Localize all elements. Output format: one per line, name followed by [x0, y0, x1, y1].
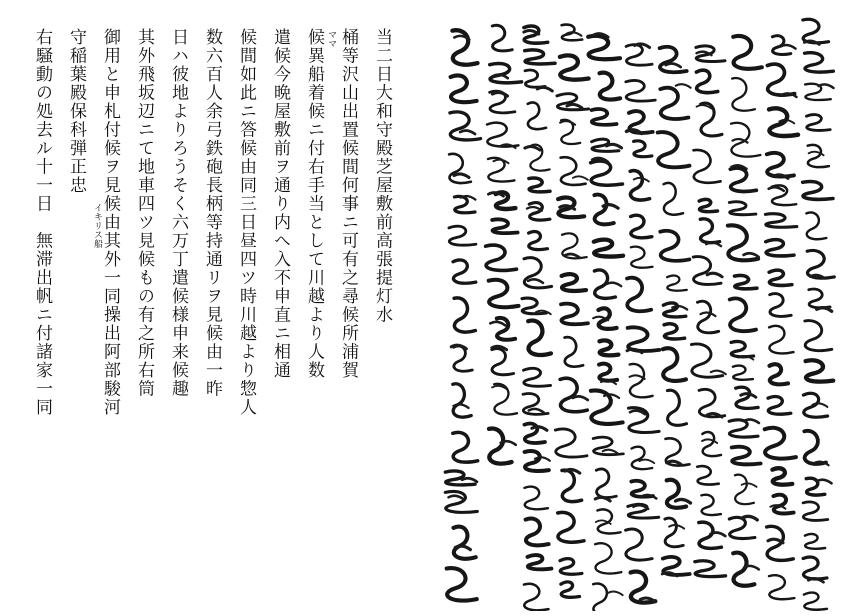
transcription-column-5: 候間如此ニ答候由同三日昼四ツ時川越より惣人: [236, 28, 256, 417]
transcription-column-3: 候異船着候ニ付右手当として川越より人数: [304, 28, 324, 380]
transcription-column-2: 桶等沢山出置候間何事ニ可有之尋候所浦賀: [338, 28, 358, 380]
ruby-annotation-mama: ママ: [326, 30, 336, 48]
ruby-annotation-ikirisu-sen: イキリス船: [92, 203, 102, 248]
transcription-column-6: 数六百人余弓鉄砲長柄等持通リヲ見候由一昨: [202, 28, 222, 398]
transcription-column-4: 遣候今晩屋敷前ヲ通り内へ入不申直ニ相通: [270, 28, 290, 380]
transcription-column-10: 守稲葉殿保科弾正忠: [66, 28, 86, 195]
handwritten-manuscript-drawing: [423, 5, 839, 611]
transcription-column-11: 右騒動の処去ル十一日 無滞出帆ニ付諸家一同: [32, 28, 52, 417]
transcription-column-9: 御用と申札付候ヲ見候由其外一同操出阿部駿河: [100, 28, 120, 417]
transcription-column-1: 当二日大和守殿芝屋敷前高張提灯水: [372, 28, 392, 324]
transcription-panel: [20, 28, 412, 603]
transcription-column-7: 日ハ彼地よりろうそく六万丁遣候様申来候趣: [168, 28, 188, 398]
transcription-column-8: 其外飛坂辺ニて地車四ツ見候もの有之所右筒: [134, 28, 154, 398]
manuscript-image: [423, 5, 839, 611]
